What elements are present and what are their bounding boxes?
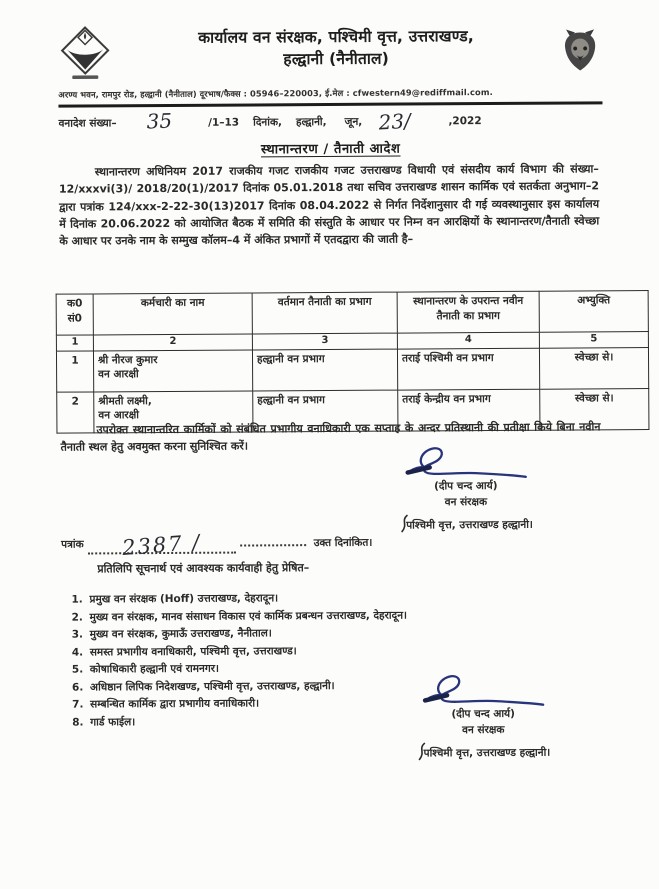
table-header-row (56, 291, 648, 336)
list-item-number: 5. (71, 663, 84, 676)
column-number: 5 (539, 332, 648, 348)
order-number-suffix: /1–13 (208, 116, 240, 129)
month-label: जून, (344, 115, 363, 128)
cell-remarks: स्वेच्छा से। (539, 347, 648, 389)
office-title-line1: कार्यालय वन संरक्षक, पश्चिमी वृत्त, उत्तराखण्ड, (198, 27, 474, 47)
signatory-name: (दीप चन्द आर्य) (451, 707, 515, 721)
dispatch-number-label: पत्रांक (61, 538, 84, 551)
signatory-title: वन संरक्षक (444, 495, 488, 508)
cell-new-division: तराई पश्चिमी वन प्रभाग (397, 348, 539, 390)
cell-current-division: हल्द्वानी वन प्रभाग (253, 390, 398, 432)
employee-designation: वन आरक्षी (98, 368, 139, 381)
office-title (114, 19, 558, 72)
list-item-number: 2. (71, 611, 83, 624)
document-title: स्थानान्तरण / तैनाती आदेश (260, 141, 401, 158)
address-strip: अरण्य भवन, रामपुर रोड, हल्द्वानी (नैनीताल) दूरभाष/फैक्स : 05946–220003, ई.मेल : cfwestern49@rediffmail.com. (58, 86, 602, 107)
ink-flourish-icon (417, 742, 427, 760)
list-item-text: कोषाधिकारी हल्द्वानी एवं रामनगर। (89, 662, 220, 676)
list-item-number: 1. (71, 593, 83, 606)
date-label: दिनांक, (253, 116, 283, 129)
column-number: 4 (397, 332, 539, 348)
signature-icon (413, 673, 553, 710)
column-number: 3 (252, 333, 397, 349)
signatory-title: वन संरक्षक (462, 723, 505, 736)
list-item-number: 7. (72, 698, 84, 711)
cell-new-division: तराई केन्द्रीय वन प्रभाग (398, 389, 540, 431)
cell-serial: 1 (56, 350, 93, 391)
dispatch-date-text: उक्त दिनांकित। (313, 536, 373, 550)
intro-paragraph: स्थानान्तरण अधिनियम 2017 राजकीय गजट राजकीय गजट उत्तराखण्ड विधायी एवं संसदीय कार्य विभाग की संख्या–12/xxxvi(3)/ 2018/20(1)/2017 दिनांक 05.01.2018 तथा सचिव उत्तराखण्ड शासन कार्मिक एवं सतर्कता अनुभाग–2 द्वारा पत्रांक 124/xxx-2-22-30(13)2017 दिनांक 08.04.2022 से निर्गत निर्देशानुसार दी गई व्यवस्थानुसार इस कार्यालय में दिनांक 20.06.2022 को आयोजित बैठक में समिति की संस्तुति के आधार पर निम्न वन आरक्षियों के स्थानान्तरण/तैनाती स्वेच्छा के आधार पर उनके नाम के सम्मुख कॉलम–4 में अंकित प्रभागों में एतदद्वारा की जाती है– (58, 162, 600, 248)
list-item-number: 4. (71, 646, 84, 659)
list-item-text: मुख्य वन संरक्षक, कुमाऊँ उत्तराखण्ड, नैनीताल। (89, 627, 272, 641)
place-label: हल्द्वानी, (295, 116, 327, 129)
cell-serial: 2 (57, 391, 94, 432)
release-instruction-paragraph: उपरोक्त स्थानान्तरित कार्मिकों को संबंधित प्रभागीय वनाधिकारी एक सप्ताह के अन्दर प्रतिस्थानी की प्रतीक्षा किये बिना नवीन तैनाती स्थल हेतु अवमुक्त करना सुनिश्चित करें। (60, 420, 601, 454)
signatory-office: पश्चिमी वृत्त, उत्तराखण्ड हल्द्वानी। (423, 746, 551, 760)
table-row (56, 347, 648, 392)
cell-employee-name (93, 349, 252, 391)
column-number: 1 (56, 335, 93, 351)
title-row (59, 136, 603, 158)
signatory-office-line (361, 510, 571, 535)
order-number-label: वनादेश संख्या– (58, 117, 117, 130)
list-item-text: अधिष्ठान लिपिक निदेशखण्ड, पश्चिमी वृत्त, उत्तराखण्ड, हल्द्वानी। (89, 679, 335, 693)
header-employee-name: कर्मचारी का नाम (93, 293, 252, 335)
order-number-line (58, 104, 602, 135)
signatory-office-line (378, 737, 588, 762)
signature-icon (396, 445, 536, 482)
animal-badge-emblem-icon (558, 26, 602, 80)
copy-heading: प्रतिलिपि सूचनार्थ एवं आवश्यक कार्यवाही हेतु प्रेषित– (97, 561, 310, 576)
signature-block-bottom (378, 672, 589, 762)
header-new-division: स्थानान्तरण के उपरान्त नवीन तैनाती का प्रभाग (397, 291, 539, 333)
signature-block-top (361, 445, 572, 535)
forest-department-emblem-icon (56, 23, 114, 83)
list-item-number: 6. (71, 681, 84, 694)
dispatch-number-line (61, 527, 373, 560)
list-item-text: समस्त प्रभागीय वनाधिकारी, पश्चिमी वृत्त, उत्तराखण्ड। (89, 644, 297, 658)
handwritten-order-number: 35 (146, 108, 173, 134)
employee-name: श्रीमती लक्ष्मी, (98, 394, 152, 407)
header-serial: क0 सं0 (56, 294, 93, 335)
employee-designation: वन आरक्षी (98, 409, 140, 422)
dotted-blank (240, 534, 306, 546)
letterhead (56, 18, 602, 83)
employee-name: श्री नीरज कुमार (97, 353, 158, 366)
transfer-table (56, 290, 650, 433)
handwritten-dispatch-number: 2387 / (121, 530, 203, 560)
list-item-text: प्रमुख वन संरक्षक (Hoff) उत्तराखण्ड, देहरादून। (89, 592, 279, 606)
header-current-division: वर्तमान तैनाती का प्रभाग (252, 292, 397, 334)
dispatch-number-field (88, 528, 236, 560)
handwritten-day: 23/ (377, 108, 412, 135)
list-item-number: 8. (72, 716, 84, 729)
list-item-text: मुख्य वन संरक्षक, मानव संसाधन विकास एवं कार्मिक प्रबन्धन उत्तराखण्ड, देहरादून। (89, 609, 408, 623)
signatory-office: पश्चिमी वृत्त, उत्तराखण्ड हल्द्वानी। (406, 518, 533, 532)
list-item-text: गार्ड फाईल। (90, 715, 136, 728)
cell-remarks: स्वेच्छा से। (540, 388, 649, 430)
ink-flourish-icon (399, 515, 409, 533)
list-item-number: 3. (71, 628, 84, 641)
header-remarks: अभ्युक्ति (539, 291, 648, 333)
office-title-line2: हल्द्वानी (नैनीताल) (283, 49, 390, 69)
signatory-name: (दीप चन्द आर्य) (434, 479, 498, 493)
cell-current-division: हल्द्वानी वन प्रभाग (252, 349, 397, 391)
year-label: ,2022 (448, 115, 482, 128)
column-number: 2 (93, 334, 252, 350)
list-item-text: सम्बन्धित कार्मिक द्वारा प्रभागीय वनाधिकारी। (90, 697, 260, 711)
